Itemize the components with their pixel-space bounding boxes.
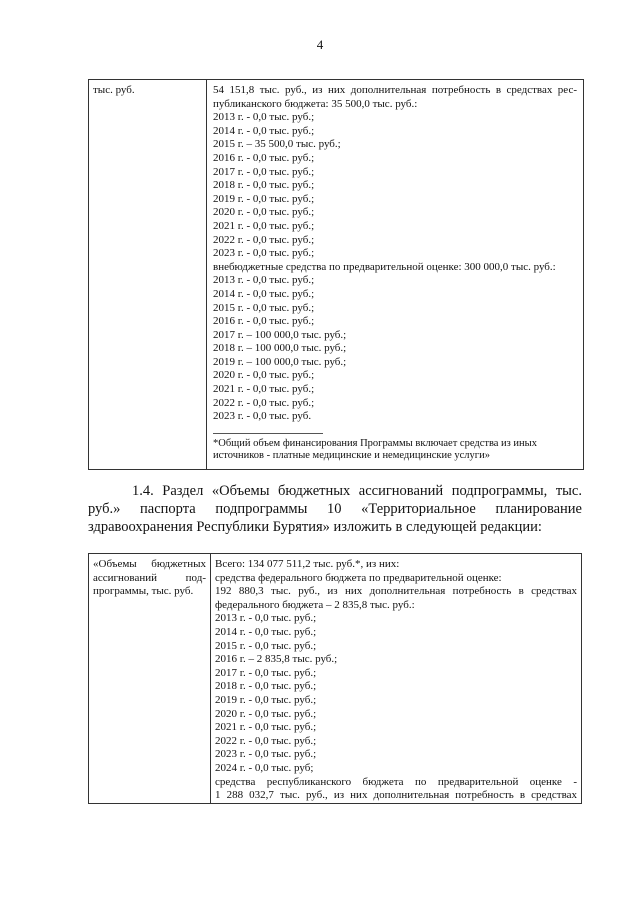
table1-line: 2021 г. - 0,0 тыс. руб.; — [213, 383, 315, 396]
table1-line: 2016 г. - 0,0 тыс. руб.; — [213, 151, 315, 164]
table1-line: 2022 г. - 0,0 тыс. руб.; — [213, 396, 315, 409]
table2-line: 2016 г. – 2 835,8 тыс. руб.; — [215, 653, 338, 666]
table1-line: 2014 г. - 0,0 тыс. руб.; — [213, 287, 315, 300]
table1-line: 2014 г. - 0,0 тыс. руб.; — [213, 124, 315, 137]
table2-line: средства республиканского бюджета по предварительной оценке - — [215, 775, 577, 788]
funding-table-new — [88, 553, 582, 804]
table1-left-cell: тыс. руб. — [89, 80, 207, 470]
table1-line: публиканского бюджета: 35 500,0 тыс. руб.: — [213, 97, 418, 110]
table1-line: 54 151,8 тыс. руб., из них дополнительная потребность в средствах рес- — [213, 84, 577, 96]
table1-line: 2013 г. - 0,0 тыс. руб.; — [213, 274, 315, 287]
table1-line: 2021 г. - 0,0 тыс. руб.; — [213, 219, 315, 232]
table1-line: 2023 г. - 0,0 тыс. руб. — [213, 410, 312, 423]
footnote: *Общий объем финансирования Программы включает средства из иных источников - платные медицинские и немедицинские услуги» — [213, 437, 537, 462]
table1-line: 2019 г. - 0,0 тыс. руб.; — [213, 192, 315, 205]
table2-line: 2019 г. - 0,0 тыс. руб.; — [215, 693, 317, 706]
table2-lines — [215, 558, 577, 803]
table1-line: внебюджетные средства по предварительной оценке: 300 000,0 тыс. руб.: — [213, 260, 556, 273]
table2-line: 2018 г. - 0,0 тыс. руб.; — [215, 680, 317, 693]
table1-line: 2016 г. - 0,0 тыс. руб.; — [213, 315, 315, 328]
table2-line: 2020 г. - 0,0 тыс. руб.; — [215, 707, 317, 720]
table2-line: 2017 г. - 0,0 тыс. руб.; — [215, 666, 317, 679]
table2-line: средства федерального бюджета по предварительной оценке: — [215, 571, 502, 584]
table2-line: Всего: 134 077 511,2 тыс. руб.*, из них: — [215, 558, 400, 570]
table1-line: 2022 г. - 0,0 тыс. руб.; — [213, 233, 315, 246]
footnote-divider — [213, 433, 323, 434]
table1-line: 2020 г. - 0,0 тыс. руб.; — [213, 206, 315, 219]
section-paragraph: 1.4. Раздел «Объемы бюджетных ассигнований подпрограммы, тыс. руб.» паспорта подпрограммы 10 «Территориальное планирование здравоохранения Республики Бурятия» изложить в следующей редакции: — [88, 483, 582, 536]
table1-line: 2017 г. - 0,0 тыс. руб.; — [213, 165, 315, 178]
table2-line: 2023 г. - 0,0 тыс. руб.; — [215, 748, 317, 761]
table1-line: 2019 г. – 100 000,0 тыс. руб.; — [213, 355, 347, 368]
table1-line: 2018 г. – 100 000,0 тыс. руб.; — [213, 342, 347, 355]
table2-right-cell — [211, 554, 582, 804]
table2-line: 2013 г. - 0,0 тыс. руб.; — [215, 612, 317, 625]
table2-line: 192 880,3 тыс. руб., из них дополнительная потребность в средствах — [215, 585, 577, 598]
table2-line: федерального бюджета – 2 835,8 тыс. руб.: — [215, 598, 415, 611]
table1-line: 2015 г. - 0,0 тыс. руб.; — [213, 301, 315, 314]
page-number: 4 — [316, 37, 324, 52]
table2-left-cell: «Объемы бюджетных ассигнований под-программы, тыс. руб. — [89, 554, 211, 804]
table1-right-cell — [207, 80, 584, 470]
table2-line: 2022 г. - 0,0 тыс. руб.; — [215, 734, 317, 747]
table1-line: 2018 г. - 0,0 тыс. руб.; — [213, 179, 315, 192]
table2-line: 2015 г. - 0,0 тыс. руб.; — [215, 639, 317, 652]
table1-line: 2020 г. - 0,0 тыс. руб.; — [213, 369, 315, 382]
table1-line: 2013 г. - 0,0 тыс. руб.; — [213, 111, 315, 124]
table2-line: 2024 г. - 0,0 тыс. руб; — [215, 761, 314, 774]
funding-table-continued — [88, 79, 584, 470]
table1-lines — [213, 84, 577, 424]
table2-line: 2014 г. - 0,0 тыс. руб.; — [215, 625, 317, 638]
table1-line: 2023 г. - 0,0 тыс. руб.; — [213, 247, 315, 260]
table2-line: 2021 г. - 0,0 тыс. руб.; — [215, 721, 317, 734]
table1-line: 2017 г. – 100 000,0 тыс. руб.; — [213, 328, 347, 341]
table2-line: 1 288 032,7 тыс. руб., из них дополнительная потребность в средствах — [215, 789, 577, 802]
table1-line: 2015 г. – 35 500,0 тыс. руб.; — [213, 138, 341, 151]
